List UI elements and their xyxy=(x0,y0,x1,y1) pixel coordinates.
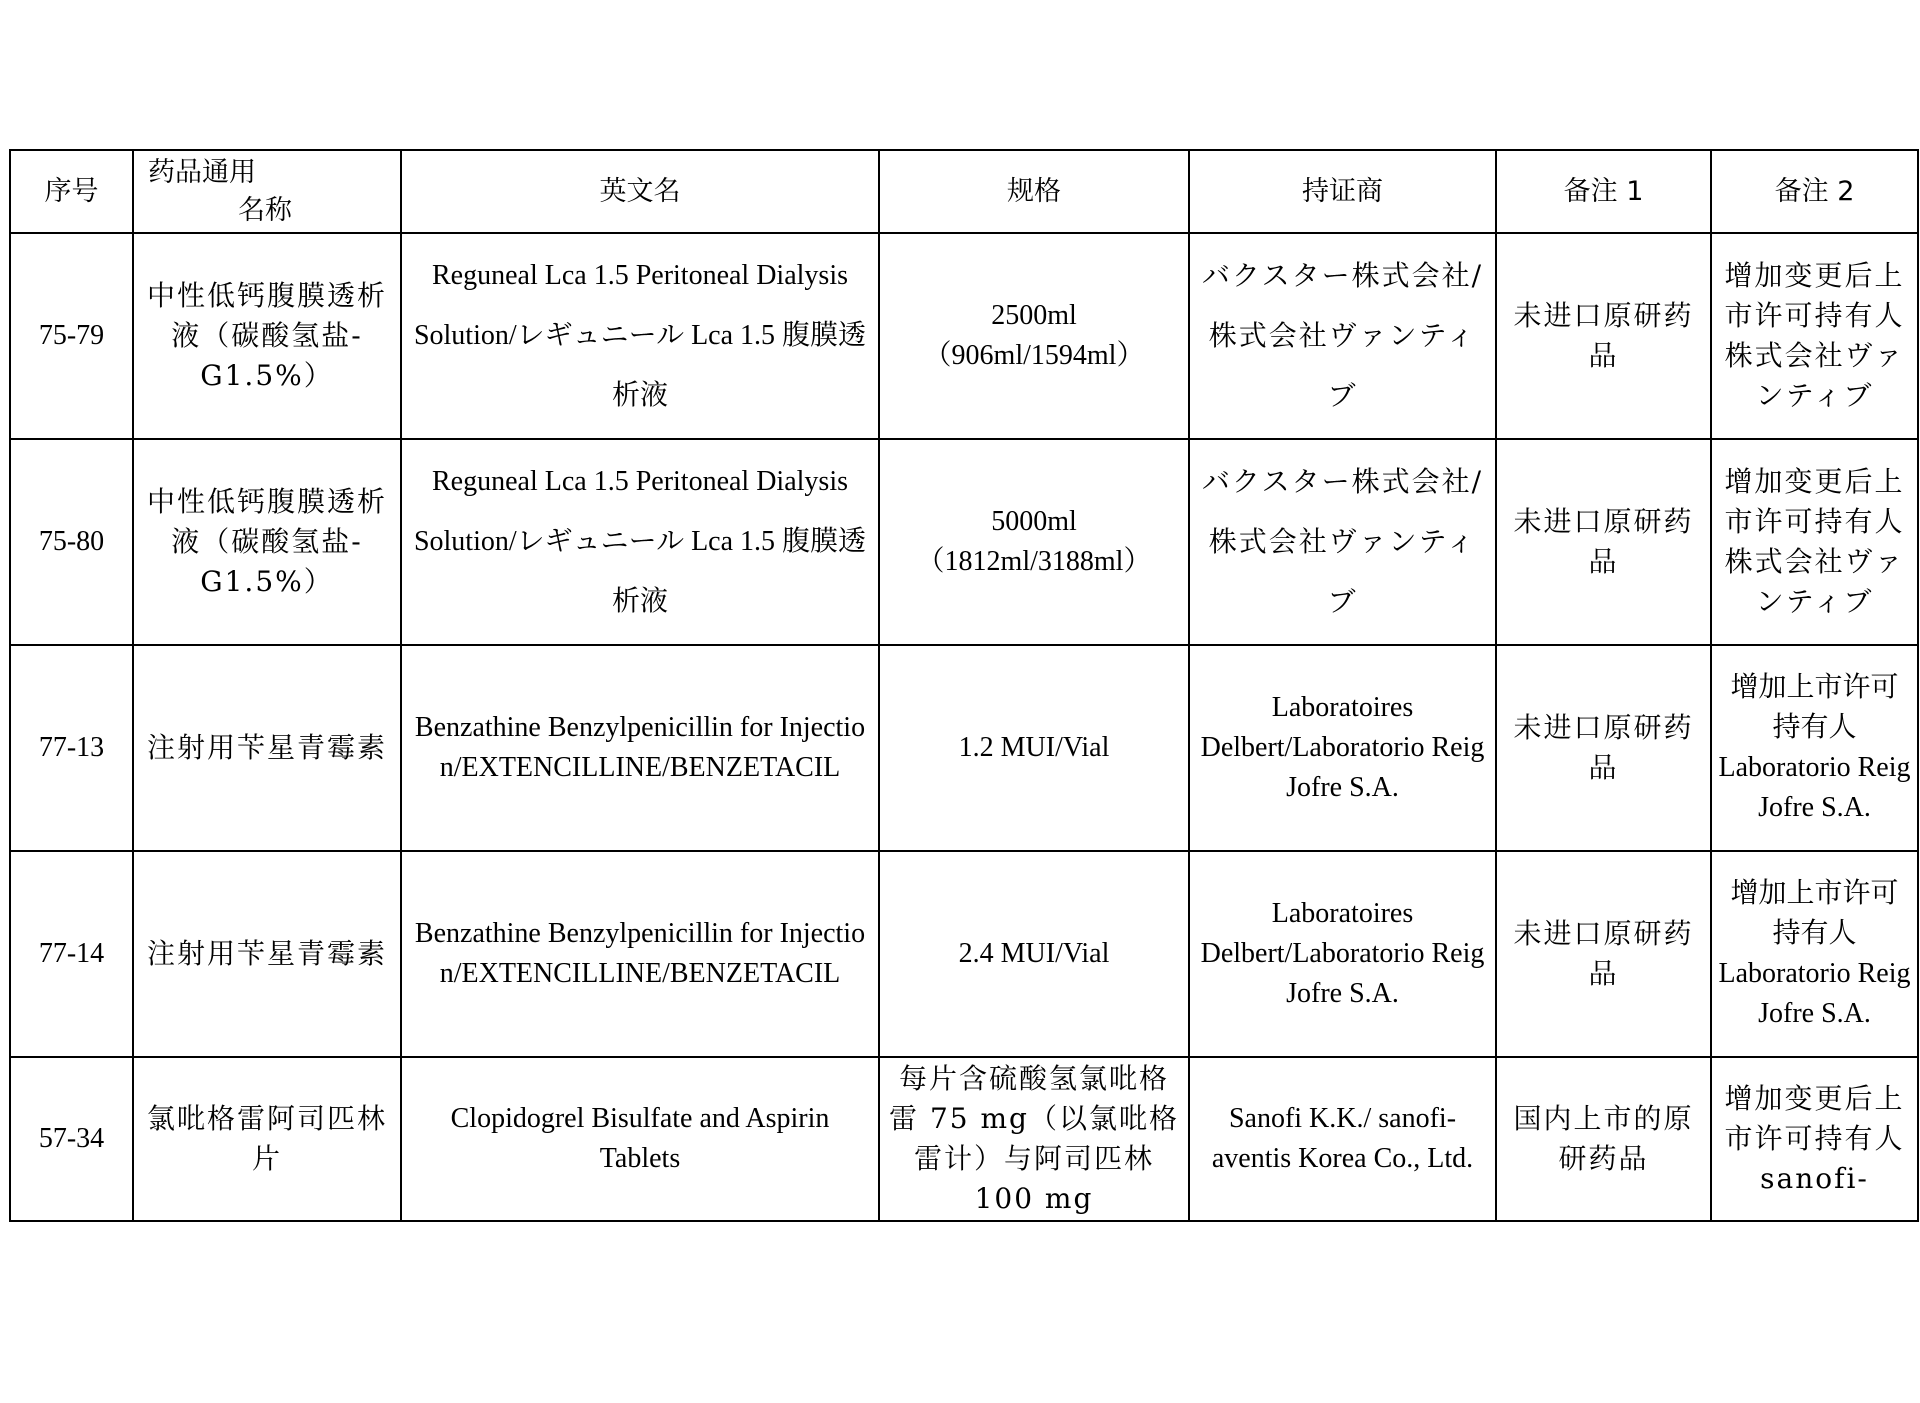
cell-note1: 未进口原研药品 xyxy=(1496,851,1711,1057)
cell-note1: 未进口原研药品 xyxy=(1496,233,1711,439)
cell-spec xyxy=(879,851,1189,1057)
header-english-name: 英文名 xyxy=(401,150,879,233)
cell-spec xyxy=(879,233,1189,439)
cell-generic-name: 中性低钙腹膜透析液（碳酸氢盐-G1.5%） xyxy=(133,233,401,439)
cell-note2: 增加变更后上市许可持有人株式会社ヴァンティブ xyxy=(1711,233,1918,439)
cell-generic-name: 氯吡格雷阿司匹林片 xyxy=(133,1057,401,1221)
cell-generic-name: 中性低钙腹膜透析液（碳酸氢盐-G1.5%） xyxy=(133,439,401,645)
cell-english-name: Benzathine Benzylpenicillin for Injection/EXTENCILLINE/BENZETACIL xyxy=(401,851,879,1057)
cell-spec xyxy=(879,645,1189,851)
table-row xyxy=(10,645,1918,851)
table-row xyxy=(10,233,1918,439)
cell-note1: 未进口原研药品 xyxy=(1496,645,1711,851)
cell-english-name: Reguneal Lca 1.5 Peritoneal Dialysis Solution/レギュニール Lca 1.5 腹膜透析液 xyxy=(401,233,879,439)
cell-spec-line1: 5000ml xyxy=(991,506,1077,537)
cell-spec-line2: （906ml/1594ml） xyxy=(923,340,1145,371)
cell-note2: 增加上市许可持有人 Laboratorio Reig Jofre S.A. xyxy=(1711,851,1918,1057)
cell-holder: Sanofi K.K./ sanofi-aventis Korea Co., Ltd. xyxy=(1189,1057,1496,1221)
cell-spec xyxy=(879,1057,1189,1221)
cell-holder: バクスター株式会社/株式会社ヴァンティブ xyxy=(1189,439,1496,645)
cell-seq: 75-80 xyxy=(10,439,133,645)
table-row xyxy=(10,439,1918,645)
cell-spec-line2: （1812ml/3188ml） xyxy=(916,546,1152,577)
cell-note2: 增加变更后上市许可持有人株式会社ヴァンティブ xyxy=(1711,439,1918,645)
cell-spec-line1: 2.4 MUI/Vial xyxy=(958,938,1110,969)
cell-spec xyxy=(879,439,1189,645)
cell-seq: 77-14 xyxy=(10,851,133,1057)
header-generic-name xyxy=(133,150,401,233)
cell-english-name: Clopidogrel Bisulfate and Aspirin Tablets xyxy=(401,1057,879,1221)
header-note1: 备注 1 xyxy=(1496,150,1711,233)
cell-english-name: Benzathine Benzylpenicillin for Injection/EXTENCILLINE/BENZETACIL xyxy=(401,645,879,851)
header-note2: 备注 2 xyxy=(1711,150,1918,233)
cell-note1: 未进口原研药品 xyxy=(1496,439,1711,645)
cell-english-name: Reguneal Lca 1.5 Peritoneal Dialysis Solution/レギュニール Lca 1.5 腹膜透析液 xyxy=(401,439,879,645)
drug-list-table xyxy=(9,149,1919,1222)
table-header-row xyxy=(10,150,1918,233)
header-seq: 序号 xyxy=(10,150,133,233)
cell-seq: 75-79 xyxy=(10,233,133,439)
cell-note1: 国内上市的原研药品 xyxy=(1496,1057,1711,1221)
cell-generic-name: 注射用苄星青霉素 xyxy=(133,851,401,1057)
table-row xyxy=(10,1057,1918,1221)
header-generic-name-line2: 名称 xyxy=(238,194,292,226)
cell-seq: 77-13 xyxy=(10,645,133,851)
cell-holder: Laboratoires Delbert/Laboratorio Reig Jofre S.A. xyxy=(1189,645,1496,851)
cell-spec-line1: 2500ml xyxy=(991,300,1077,331)
cell-spec-line1: 每片含硫酸氢氯吡格雷 75 mg（以氯吡格雷计）与阿司匹林 100 mg xyxy=(889,1062,1179,1215)
header-generic-name-line1: 药品通用 xyxy=(148,156,256,188)
cell-note2: 增加上市许可持有人 Laboratorio Reig Jofre S.A. xyxy=(1711,645,1918,851)
cell-holder: Laboratoires Delbert/Laboratorio Reig Jofre S.A. xyxy=(1189,851,1496,1057)
header-holder: 持证商 xyxy=(1189,150,1496,233)
cell-spec-line1: 1.2 MUI/Vial xyxy=(958,732,1110,763)
cell-generic-name: 注射用苄星青霉素 xyxy=(133,645,401,851)
cell-holder: バクスター株式会社/株式会社ヴァンティブ xyxy=(1189,233,1496,439)
table-row xyxy=(10,851,1918,1057)
cell-seq: 57-34 xyxy=(10,1057,133,1221)
cell-note2: 增加变更后上市许可持有人 sanofi- xyxy=(1711,1057,1918,1221)
header-spec: 规格 xyxy=(879,150,1189,233)
